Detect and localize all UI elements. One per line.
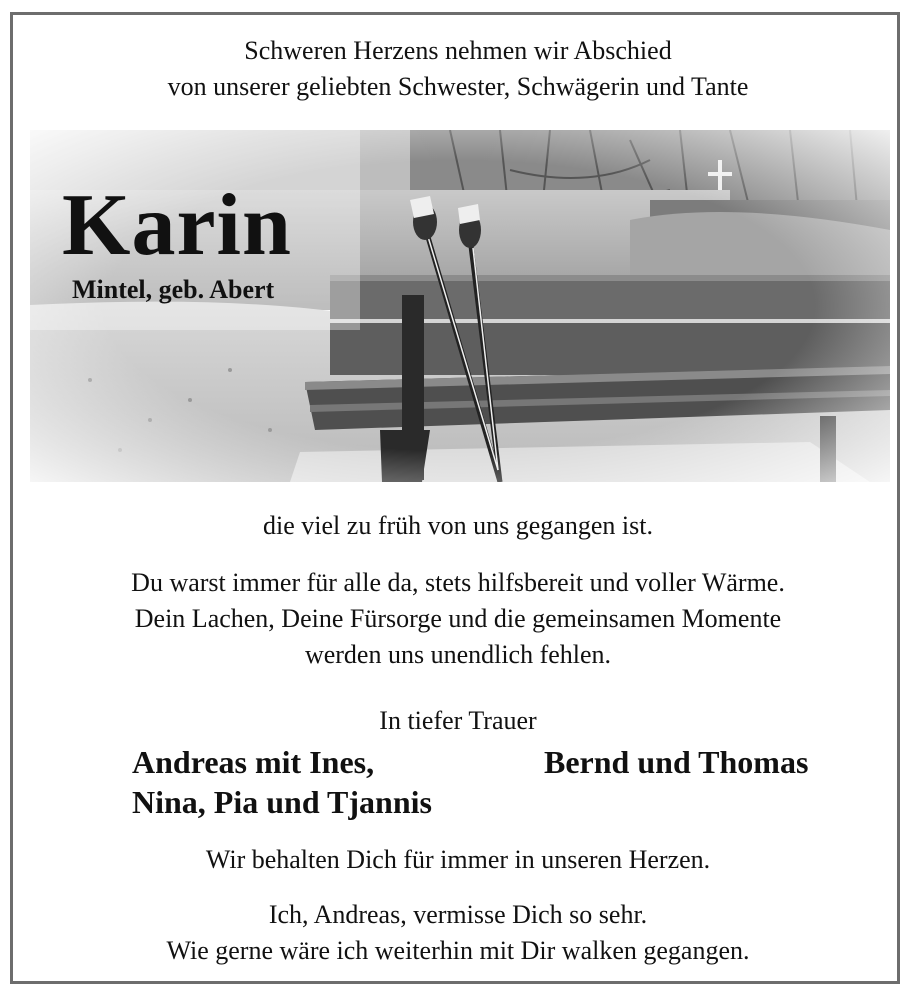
tribute-text (0, 565, 916, 673)
intro-line-2: von unserer geliebten Schwester, Schwägerin und Tante (167, 72, 749, 101)
signature-left-line-1: Andreas mit Ines, (132, 744, 375, 780)
deceased-first-name: Karin (62, 177, 292, 274)
mourning-label: In tiefer Trauer (379, 706, 537, 735)
closing-line-1: Ich, Andreas, vermisse Dich so sehr. (268, 900, 648, 929)
signature-right: Bernd und Thomas (544, 744, 809, 780)
signature-left (132, 742, 432, 822)
tribute-line-2: Dein Lachen, Deine Fürsorge und die gemeinsamen Momente (134, 604, 782, 633)
gone-line: die viel zu früh von uns gegangen ist. (263, 511, 653, 540)
tribute-line-1: Du warst immer für alle da, stets hilfsbereit und voller Wärme. (131, 568, 785, 597)
closing-line-2: Wie gerne wäre ich weiterhin mit Dir walken gegangen. (166, 936, 750, 965)
deceased-name-line: Mintel, geb. Abert (72, 275, 275, 304)
closing-text (0, 897, 916, 969)
always-line: Wir behalten Dich für immer in unseren Herzen. (205, 845, 711, 874)
intro-line-1: Schweren Herzens nehmen wir Abschied (244, 36, 672, 65)
intro-text (0, 33, 916, 105)
tribute-line-3: werden uns unendlich fehlen. (304, 640, 612, 669)
signature-left-line-2: Nina, Pia und Tjannis (132, 784, 432, 820)
